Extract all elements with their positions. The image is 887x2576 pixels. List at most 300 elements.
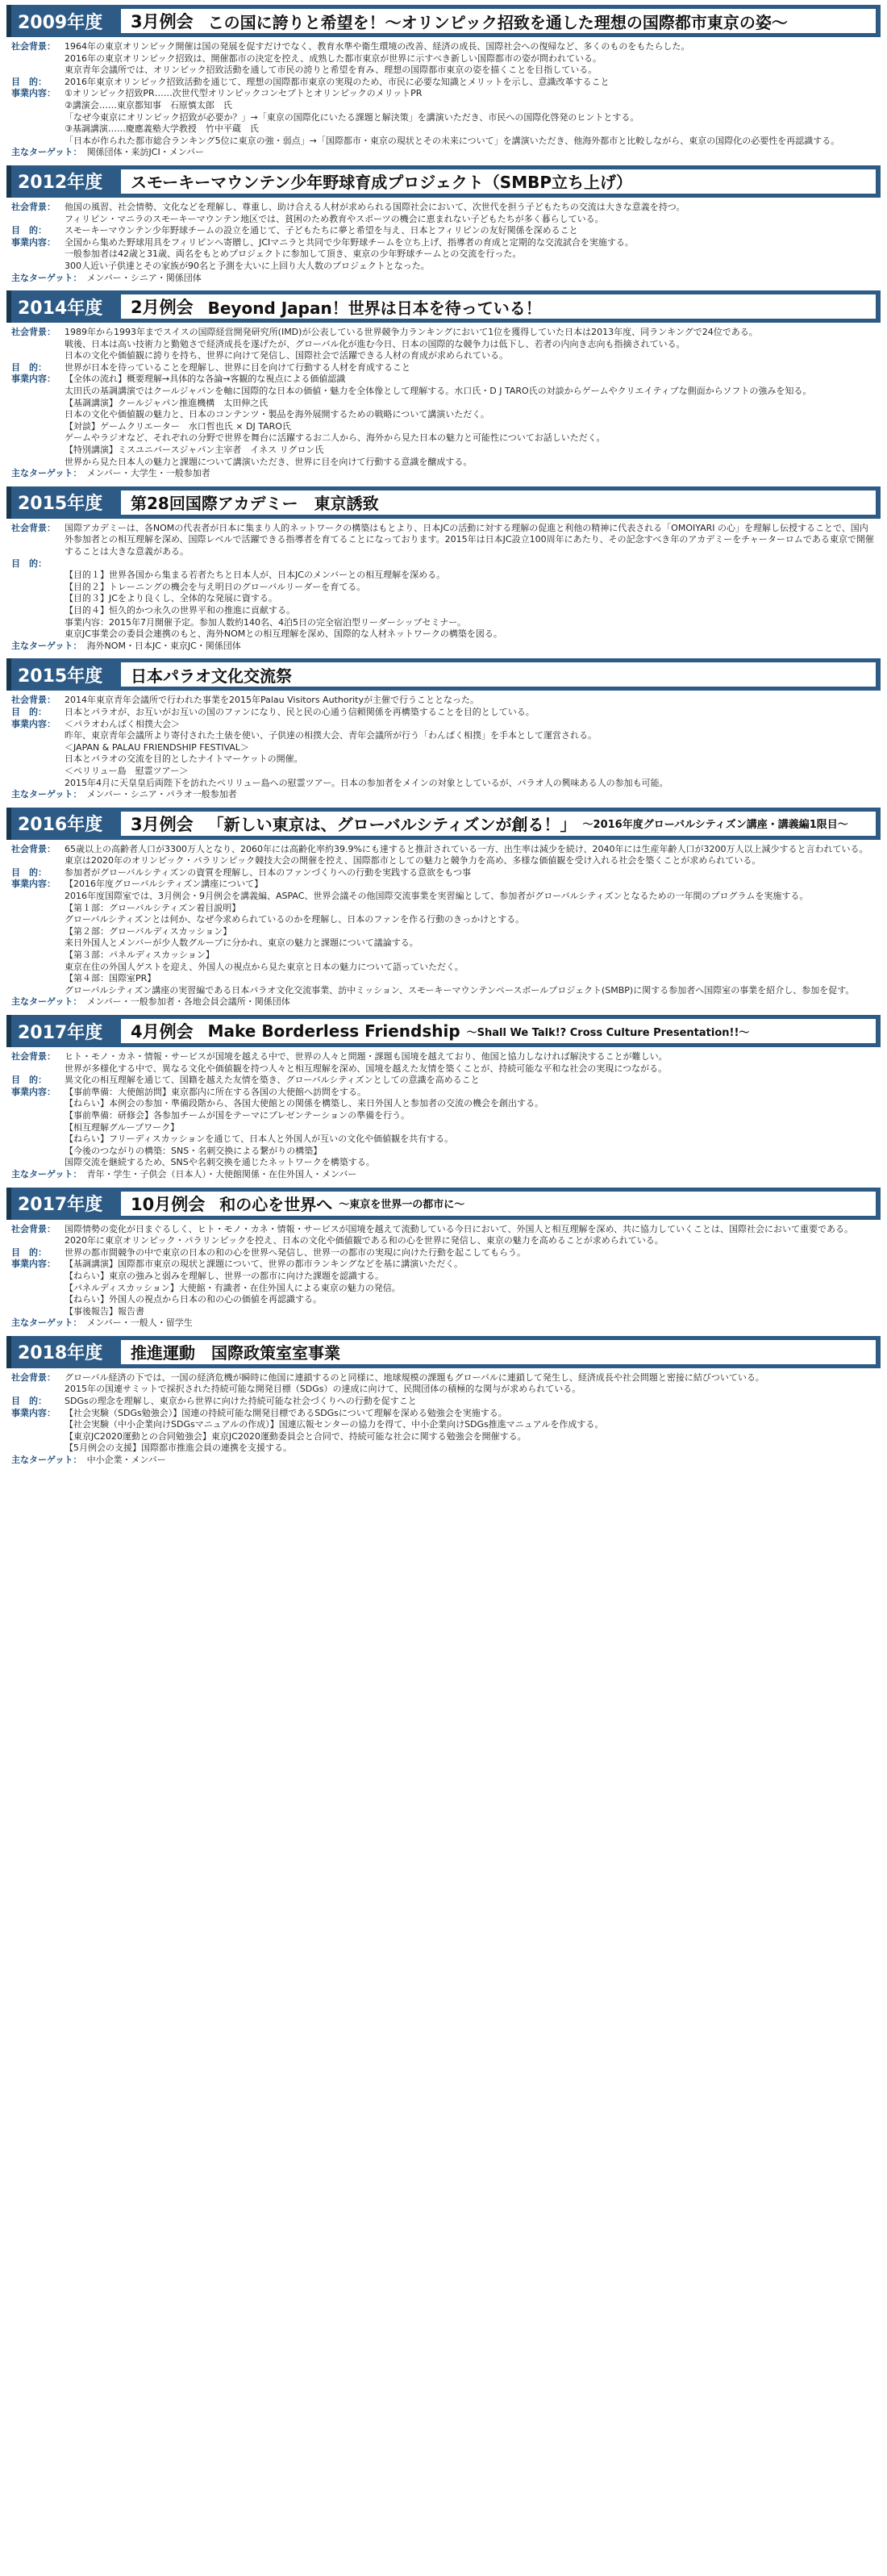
program-content-text: 【ねらい】本例会の参加・準備段階から、各国大使館との関係を構築し、来日外国人と参加者の交流の機会を創出する。 [65,1098,543,1109]
program-content-text: 「日本が作られた都市総合ランキング5位に東京の強・弱点」→「国際都市・東京の現状とその未来について」を講演いただき、他海外都市と比較しながら、東京の国際化の必要性を再認識する。 [65,135,840,146]
program-content-text: 【ねらい】外国人の視点から日本の和の心の価値を再認識する。 [65,1294,322,1305]
program-content-row [11,926,876,938]
program-content-label [11,754,65,766]
program-content-text: 東京JC事業会の委員会連携のもと、海外NOMとの相互理解を深め、国際的な人材ネットワークの構築を図る。 [65,628,502,640]
target-label: 主なターゲット： [11,789,82,800]
program-content-text: 【全体の流れ】概要理解→具体的な各論→客観的な視点による価値認識 [65,374,346,385]
project-section [6,808,881,1010]
purpose-text: 世界が日本を待っていることを理解し、世界に目を向けて行動する人材を育成すること [65,361,410,373]
program-content-text: 【パネルディスカッション】大使館・有識者・在住外国人による東京の魅力の発信。 [65,1282,401,1293]
section-title-bar [121,812,876,836]
section-header [6,1188,881,1220]
target-row [11,641,876,653]
program-content-row [11,445,876,457]
program-content-label [11,248,65,261]
program-content-row [11,937,876,950]
program-content-label [11,962,65,974]
social-background-label [11,65,65,77]
program-content-row [11,891,876,903]
program-content-row [11,112,876,124]
social-background-label: 社会背景： [11,843,56,854]
social-background-text: 東京青年会議所では、オリンピック招致活動を通して市民の誇りと希望を育み、理想の国際都市東京の姿を描くことを目指している。 [65,65,598,76]
program-content-row [11,1134,876,1146]
fiscal-year-label: 2018年度 [18,1343,103,1364]
program-content-row [11,1110,876,1122]
social-background-label [11,214,65,226]
program-content-label [11,937,65,950]
social-background-row [11,327,876,339]
program-content-label: 事業内容： [11,1086,56,1097]
social-background-label [11,339,65,351]
section-body [6,691,881,802]
program-content-row [11,136,876,148]
program-content-label [11,1110,65,1122]
program-content-label: 事業内容： [11,88,56,99]
social-background-label: 社会背景： [11,201,56,212]
program-content-label [11,582,65,594]
program-content-text: ①オリンピック招致PR……次世代型オリンピックコンセプトとオリンピックのメリットPR [65,88,423,99]
program-content-row [11,766,876,778]
program-content-row [11,421,876,433]
fiscal-year-label: 2015年度 [18,666,103,687]
target-row [11,273,876,285]
program-content-label [11,1122,65,1134]
social-background-label: 社会背景： [11,1223,56,1234]
program-content-label [11,605,65,617]
fiscal-year-label: 2017年度 [18,1195,103,1216]
social-background-text: グローバル経済の下では、一国の経済危機が瞬時に他国に連鎖するのと同様に、地球規模の課題もグローバルに連鎖して発生し、経済成長や社会問題と密接に結びついている。 [65,1372,764,1383]
project-section [6,290,881,482]
program-content-label [11,973,65,985]
target-label: 主なターゲット： [11,1455,82,1466]
program-content-label: 事業内容： [11,236,56,248]
section-title: Beyond Japan！世界は日本を待っている！ [207,298,542,318]
purpose-row [11,1247,876,1259]
section-body [6,1368,881,1468]
project-history-page [6,5,881,1468]
program-content-text: 全国から集めた野球用具をフィリピンへ寄贈し、JCIマニラと共同で少年野球チームを立ち上げ、指導者の育成と定期的な交流試合を実施する。 [65,236,634,248]
program-content-row [11,903,876,915]
social-background-row [11,65,876,77]
social-background-row [11,844,876,856]
section-body [6,198,881,286]
program-content-label: 事業内容： [11,1407,56,1418]
program-content-row [11,123,876,136]
social-background-text: 戦後、日本は高い技術力と勤勉さで経済成長を遂げたが、グローバル化が進む今日、日本の国際的な競争力は低下し、若者の内向き志向も指摘されている。 [65,338,685,349]
program-content-text: ③基調講演……慶應義塾大学教授 竹中平蔵 氏 [65,123,259,135]
program-content-text: 300人近い子供達とその家族が90名と予測を大いに上回り大人数のプロジェクトとなった。 [65,260,430,271]
program-content-row [11,628,876,641]
program-content-text: 【対談】ゲームクリエーター 水口哲也氏 × DJ TARO氏 [65,420,291,432]
social-background-row [11,53,876,65]
purpose-text: 世界の都市間競争の中で東京の日本の和の心を世界へ発信し、世界一の都市の実現に向けた行動を起こしてもらう。 [65,1246,526,1258]
target-label: 主なターゲット： [11,468,82,479]
program-content-label [11,1442,65,1455]
section-title: 日本パラオ文化交流祭 [131,666,292,686]
program-content-text: 【第３部：パネルディスカッション】 [65,950,214,961]
section-header [6,5,881,37]
social-background-text: フィリピン・マニラのスモーキーマウンテン地区では、貧困のため教育やスポーツの機会に恵まれない子どもたちが多く暮らしている。 [65,213,604,224]
program-content-label [11,1134,65,1146]
program-content-row [11,1419,876,1431]
program-content-row [11,1442,876,1455]
program-content-text: 【相互理解グループワーク】 [65,1121,180,1133]
purpose-label: 目 的： [11,1246,47,1258]
program-content-label [11,123,65,136]
program-content-row [11,1122,876,1134]
program-content-row [11,778,876,790]
social-background-text: 東京は2020年のオリンピック・パラリンピック競技大会の開催を控え、国際都市としての魅力と競争力を高め、多様な価値観を受け入れる社会を築くことが求められている。 [65,855,761,866]
purpose-label: 目 的： [11,1396,47,1407]
fiscal-year-label: 2014年度 [18,298,103,319]
section-header [6,1336,881,1368]
target-row [11,147,876,159]
program-content-label [11,914,65,926]
program-content-row [11,879,876,891]
purpose-row [11,1396,876,1408]
purpose-row [11,1075,876,1087]
purpose-text: 異文化の相互理解を通じて、国籍を越えた友情を築き、グローバルシティズンとしての意識を高めること [65,1075,480,1086]
social-background-row [11,1224,876,1236]
social-background-label: 社会背景： [11,1051,56,1062]
program-content-row [11,754,876,766]
program-content-text: 太田氏の基調講演ではクールジャパンを軸に国際的な日本の価値・魅力を全体像として理解する。水口氏・D J TARO氏の対談からゲームやクリエイティブな側面からソフトの強みを知る。 [65,386,812,397]
program-content-row [11,248,876,261]
purpose-row [11,558,876,570]
target-text: 関係団体・来訪JCI・メンバー [86,147,204,158]
program-content-row [11,374,876,386]
program-content-row [11,237,876,249]
program-content-row [11,1098,876,1110]
program-content-label: 事業内容： [11,718,56,729]
program-content-row [11,1146,876,1158]
program-content-label: 事業内容： [11,1259,56,1270]
program-content-label [11,261,65,273]
social-background-row [11,202,876,214]
social-background-label [11,53,65,65]
program-content-text: 【目的４】恒久的かつ永久の世界平和の推進に貢献する。 [65,604,295,616]
social-background-text: 2015年の国連サミットで採択された持続可能な開発目標（SDGs）の達成に向けて、民間団体の積極的な関与が求められている。 [65,1384,581,1395]
section-title-bar [121,9,876,33]
program-content-label [11,136,65,148]
section-header [6,658,881,691]
program-content-row [11,914,876,926]
social-background-row [11,695,876,707]
program-content-row [11,730,876,742]
purpose-row [11,362,876,374]
target-row [11,789,876,801]
program-content-row [11,582,876,594]
program-content-label [11,628,65,641]
program-content-row [11,100,876,112]
purpose-label: 目 的： [11,557,47,569]
program-content-text: 【事前準備：大使館訪問】東京都内に所在する各国の大使館へ訪問をする。 [65,1086,366,1097]
program-content-text: 昨年、東京青年会議所より寄付された土俵を使い、子供達の相撲大会、青年会議所が行う「わんぱく相撲」を手本として運営される。 [65,730,597,741]
program-content-row [11,1283,876,1295]
program-content-text: 2016年度国際室では、3月例会・9月例会を講義編、ASPAC、世界会議その他国際交流事業を実習編として、参加者がグローバルシティズンとなるための一年間のプログラムを実施する。 [65,891,809,902]
program-content-text: 【基調講演】クールジャパン推進機構 太田伸之氏 [65,397,269,408]
project-section [6,1188,881,1331]
meeting-month-label: 10月例会 [131,1194,206,1214]
purpose-row [11,77,876,89]
project-section [6,1336,881,1468]
program-content-row [11,973,876,985]
purpose-label: 目 的： [11,225,47,236]
section-title: 和の心を世界へ [219,1195,333,1215]
section-title: Make Borderless Friendship [207,1021,460,1041]
program-content-text: 事業内容：2015年7月開催予定。参加人数約140名、4泊5日の完全宿泊型リーダーシップセミナー。 [65,616,466,628]
program-content-text: 世界から見た日本人の魅力と課題について講演いただき、世界に目を向けて行動する意識を醸成する。 [65,456,473,467]
program-content-label [11,570,65,582]
program-content-row [11,985,876,997]
section-body [6,840,881,1010]
section-title-bar [121,169,876,194]
section-title-bar [121,1019,876,1043]
program-content-text: グローバルシティズンとは何か、なぜ今求められているのかを理解し、日本のファンを作る行動のきっかけとする。 [65,914,525,925]
section-title: 「新しい東京は、グローバルシティズンが創る！」 [207,815,577,835]
program-content-row [11,1271,876,1283]
program-content-label [11,778,65,790]
social-background-row [11,523,876,558]
social-background-text: ヒト・モノ・カネ・情報・サービスが国境を越える中で、世界の人々と問題・課題も国境を越えており、他国と協力しなければ解決することが難しい。 [65,1051,668,1062]
social-background-label: 社会背景： [11,41,56,52]
program-content-text: 【5月例会の支援】国際都市推進会員の連携を支援する。 [65,1442,292,1454]
program-content-label [11,891,65,903]
program-content-text: 2015年4月に天皇皇后両陛下を訪れたペリリュー島への慰霊ツアー。日本の参加者をメインの対象としているが、パラオ人の興味ある人の参加も可能。 [65,777,668,788]
section-header [6,290,881,323]
target-text: 海外NOM・日本JC・東京JC・関係団体 [86,640,241,651]
program-content-text: 【事前準備：研修会】各参加チームが国をテーマにプレゼンテーションの準備を行う。 [65,1109,410,1121]
program-content-label: 事業内容： [11,374,56,385]
target-text: 青年・学生・子供会（日本人）・大使館関係・在住外国人・メンバー [86,1168,357,1179]
program-content-text: ②講演会……東京都知事 石原慎太郎 氏 [65,99,232,111]
program-content-row [11,88,876,100]
program-content-row [11,1157,876,1169]
target-row [11,1455,876,1467]
social-background-text: 2016年の東京オリンピック招致は、開催都市の決定を控え、成熟した都市東京が世界に示すべき新しい国際都市の姿が問われている。 [65,52,602,64]
target-label: 主なターゲット： [11,1317,82,1329]
social-background-label: 社会背景： [11,695,56,706]
social-background-row [11,41,876,53]
program-content-row [11,398,876,410]
social-background-label [11,1384,65,1396]
program-content-label [11,398,65,410]
target-label: 主なターゲット： [11,640,82,651]
program-content-label [11,950,65,962]
target-row [11,468,876,480]
fiscal-year-label: 2017年度 [18,1022,103,1043]
target-row [11,1317,876,1330]
section-header [6,486,881,519]
program-content-row [11,386,876,398]
section-title-bar [121,1192,876,1216]
target-label: 主なターゲット： [11,996,82,1008]
program-content-row [11,950,876,962]
target-text: メンバー・大学生・一般参加者 [86,468,210,479]
program-content-label [11,1306,65,1318]
target-text: メンバー・一般参加者・各地会員会議所・関係団体 [86,996,290,1008]
program-content-row [11,1306,876,1318]
program-content-label [11,100,65,112]
program-content-text: 【第１部：グローバルシティズン着目説明】 [65,902,241,913]
program-content-label [11,1419,65,1431]
program-content-row [11,570,876,582]
social-background-text: 世界が多様化する中で、異なる文化や価値観を持つ人々と相互理解を深め、国境を越えた友情を築くことが、持続可能な平和な社会の実現につながる。 [65,1063,668,1074]
social-background-text: 日本の文化や価値観に誇りを持ち、世界に向けて発信し、国際社会で活躍できる人材の育成が求められている。 [65,350,508,361]
program-content-label [11,742,65,754]
program-content-row [11,1431,876,1443]
program-content-label [11,386,65,398]
meeting-month-label: 4月例会 [131,1022,194,1042]
program-content-text: 【特別講演】ミスユニバースジャパン主宰者 イネス リグロン氏 [65,445,324,456]
program-content-text: 国際交流を継続するため、SNSや名刺交換を通じたネットワークを構築する。 [65,1157,375,1168]
program-content-label [11,432,65,445]
program-content-row [11,1294,876,1306]
section-title: この国に誇りと希望を！〜オリンピック招致を通した理想の国際都市東京の姿〜 [207,12,788,32]
section-title-bar [121,294,876,319]
program-content-text: 【東京JC2020運動との合同勉強会】東京JC2020運動委員会と合同で、持続可能な社会に関する勉強会を開催する。 [65,1430,527,1442]
section-body [6,519,881,654]
social-background-row [11,855,876,867]
program-content-text: ＜ペリリュー島 慰霊ツアー＞ [65,765,189,776]
target-row [11,996,876,1008]
social-background-label [11,1063,65,1075]
purpose-text: 参加者がグローバルシティズンの資質を理解し、日本のファンづくりへの行動を実践する意欲をもつ事 [65,866,472,878]
meeting-month-label: 3月例会 [131,814,194,834]
program-content-text: 【目的１】世界各国から集まる若者たちと日本人が、日本JCのメンバーとの相互理解を深める。 [65,570,446,581]
program-content-text: 【目的３】JCをより良くし、全体的な発展に資する。 [65,593,277,604]
program-content-row [11,719,876,731]
section-body [6,37,881,161]
project-section [6,5,881,161]
social-background-text: 国際情勢の変化が日まぐるしく、ヒト・モノ・カネ・情報・サービスが国境を越えて流動している今日において、外国人と相互理解を深め、共に協力していくことは、国際社会において重要である。 [65,1223,854,1234]
purpose-row [11,867,876,879]
program-content-row [11,1087,876,1099]
section-body [6,323,881,482]
program-content-label [11,593,65,605]
program-content-text: ゲームやラジオなど、それぞれの分野で世界を舞台に活躍するお二人から、海外から見た日本の魅力と可能性についてお話しいただく。 [65,432,606,444]
program-content-label [11,1157,65,1169]
program-content-label [11,1271,65,1283]
section-title: 第28回国際アカデミー 東京誘致 [131,494,379,514]
meeting-month-label: 3月例会 [131,12,194,31]
target-label: 主なターゲット： [11,1168,82,1179]
program-content-text: 【第４部：国際室PR】 [65,973,156,984]
program-content-label [11,730,65,742]
program-content-label [11,409,65,421]
program-content-label: 事業内容： [11,879,56,890]
purpose-text: スモーキーマウンテン少年野球チームの設立を通じて、子どもたちに夢と希望を与え、日本とフィリピンの友好関係を深めること [65,225,578,236]
section-body [6,1047,881,1183]
program-content-text: 日本とパラオの交流を目的としたナイトマーケットの開催。 [65,754,303,765]
target-text: メンバー・シニア・関係団体 [86,272,202,283]
social-background-label: 社会背景： [11,522,56,533]
fiscal-year-label: 2009年度 [18,12,103,33]
social-background-row [11,214,876,226]
program-content-text: 日本の文化や価値観の魅力と、日本のコンテンツ・製品を海外展開するための戦略について講演いただく。 [65,409,490,420]
program-content-row [11,457,876,469]
program-content-text: 【今後のつながりの構築：SNS・名刺交換による繋がりの構築】 [65,1145,323,1156]
purpose-text: 日本とパラオが、お互いがお互いの国のファンになり、民と民の心通う信頼関係を再構築することを目的としている。 [65,706,535,717]
program-content-label [11,1431,65,1443]
section-subtitle: 〜Shall We Talk!? Cross Culture Presentation!!〜 [466,1026,750,1039]
purpose-row [11,707,876,719]
program-content-row [11,742,876,754]
program-content-text: 【事後報告】報告書 [65,1305,144,1317]
social-background-text: 1989年から1993年までスイスの国際経営開発研究所(IMD)が公表している世界競争力ランキングにおいて1位を獲得していた日本は2013年度、同ランキングで24位である。 [65,327,758,338]
program-content-label [11,985,65,997]
social-background-text: 1964年の東京オリンピック開催は国の発展を促すだけでなく、教育水準や衛生環境の改善、経済の成長、国際社会への復帰など、多くのものをもたらした。 [65,41,690,52]
target-label: 主なターゲット： [11,147,82,158]
program-content-row [11,962,876,974]
program-content-row [11,605,876,617]
program-content-label [11,1098,65,1110]
program-content-text: 【社会実験（中小企業向けSDGsマニュアルの作成）】国連広報センターの協力を得て、中小企業向けSDGs推進マニュアルを作成する。 [65,1419,604,1430]
program-content-label [11,617,65,629]
section-subtitle: 〜2016年度グローバルシティズン講座・講義編1限目〜 [582,819,848,832]
social-background-label [11,350,65,362]
program-content-label [11,1146,65,1158]
program-content-label [11,112,65,124]
program-content-label [11,766,65,778]
program-content-text: 【ねらい】フリーディスカッションを通じて、日本人と外国人が互いの文化や価値観を共有する。 [65,1134,454,1145]
social-background-label [11,855,65,867]
program-content-label [11,903,65,915]
section-subtitle: 〜東京を世界一の都市に〜 [339,1199,465,1212]
section-title-bar [121,662,876,687]
project-section [6,165,881,286]
social-background-row [11,1063,876,1075]
program-content-label [11,1283,65,1295]
social-background-row [11,339,876,351]
meeting-month-label: 2月例会 [131,298,194,318]
social-background-row [11,1235,876,1247]
target-row [11,1169,876,1181]
target-text: 中小企業・メンバー [86,1455,166,1466]
social-background-row [11,1384,876,1396]
program-content-text: 【基調講演】国際都市東京の現状と課題について、世界の都市ランキングなどを基に講演いただく。 [65,1259,464,1270]
purpose-label: 目 的： [11,866,47,878]
social-background-text: 2020年に東京オリンピック・パラリンピックを控え、日本の文化や価値観である和の心を世界に発信し、東京の魅力を高めることが求められている。 [65,1235,664,1246]
social-background-text: 国際アカデミーは、各NOMの代表者が日本に集まり人的ネットワークの構築はもとより、日本JCの活動に対する理解の促進と利他の精神に代表される「OMOIYARI の心」を理解し伝授することで、国内外参加者との相互理解を深め、国際レベルで活躍できる指導者を育てることになっております。2015年は日本JC設立100周年にあたり、その記念すべき年のアカデミーをチャーターロムである東京で開催することは大きな意義がある。 [65,522,874,557]
section-title-bar [121,491,876,515]
program-content-text: ＜JAPAN & PALAU FRIENDSHIP FESTIVAL＞ [65,741,249,753]
social-background-label [11,1235,65,1247]
program-content-text: 【ねらい】東京の強みと弱みを理解し、世界一の都市に向けた課題を認識する。 [65,1270,384,1281]
section-header [6,808,881,840]
program-content-text: 【2016年度グローバルシティズン講座について】 [65,879,264,890]
program-content-row [11,617,876,629]
social-background-label: 社会背景： [11,327,56,338]
project-section [6,658,881,802]
purpose-label: 目 的： [11,1075,47,1086]
program-content-row [11,432,876,445]
program-content-text: 【目的２】トレーニングの機会を与え明日のグローバルリーダーを育てる。 [65,581,366,592]
program-content-text: 東京在住の外国人ゲストを迎え、外国人の視点から見た東京と日本の魅力について語っていただく。 [65,961,464,972]
program-content-text: グローバルシティズン講座の実習編である日本パラオ文化交流事業、訪中ミッション、スモーキーマウンテンペースボールプロジェクト(SMBP)に関する参加者へ国際室の事業を紹介し、参加を促す。 [65,984,855,996]
program-content-row [11,1259,876,1271]
program-content-label [11,926,65,938]
social-background-row [11,1051,876,1063]
section-body [6,1220,881,1331]
program-content-row [11,1408,876,1420]
section-title-bar [121,1340,876,1364]
program-content-text: 【社会実験（SDGs勉強会）】国連の持続可能な開発目標であるSDGsについて理解を深める勉強会を実施する。 [65,1407,507,1418]
purpose-label: 目 的： [11,361,47,373]
program-content-label [11,445,65,457]
purpose-text: SDGsの理念を理解し、東京から世界に向けた持続可能な社会づくりへの行動を促すこと [65,1396,417,1407]
section-title: スモーキーマウンテン少年野球育成プロジェクト（SMBP立ち上げ） [131,173,633,193]
